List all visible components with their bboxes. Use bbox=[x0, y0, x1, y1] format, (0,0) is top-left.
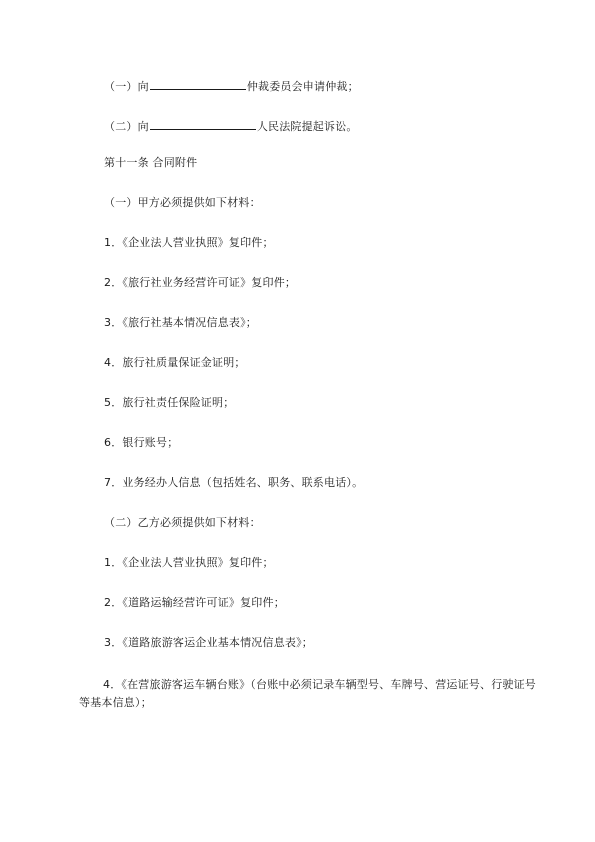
article-heading: 第十一条 合同附件 bbox=[104, 156, 198, 169]
party-b-item-4-text: 4．《在营旅游客运车辆台账》（台账中必须记录车辆型号、车牌号、营运证号、行驶证号等基本信息）； bbox=[79, 678, 536, 709]
party-b-title: （二）乙方必须提供如下材料： bbox=[104, 516, 261, 529]
arbitration-blank-2 bbox=[150, 118, 256, 130]
party-a-item-4: 4．旅行社质量保证金证明； bbox=[104, 356, 246, 369]
arbitration-option-2-suffix: 人民法院提起诉讼。 bbox=[256, 120, 358, 133]
party-a-title: （一）甲方必须提供如下材料： bbox=[104, 196, 261, 209]
arbitration-blank-1 bbox=[150, 78, 246, 90]
arbitration-option-1-suffix: 仲裁委员会申请仲裁； bbox=[246, 80, 359, 93]
party-a-item-6: 6．银行账号； bbox=[104, 436, 179, 449]
party-a-item-1: 1．《企业法人营业执照》复印件； bbox=[104, 236, 274, 249]
party-a-item-2: 2．《旅行社业务经营许可证》复印件； bbox=[104, 276, 297, 289]
party-a-item-3: 3．《旅行社基本情况信息表》； bbox=[104, 316, 257, 329]
arbitration-option-2-prefix: （二）向 bbox=[104, 120, 149, 133]
party-b-item-1: 1．《企业法人营业执照》复印件； bbox=[104, 556, 274, 569]
arbitration-option-1-prefix: （一）向 bbox=[104, 80, 149, 93]
party-a-item-7: 7．业务经办人信息（包括姓名、职务、联系电话）。 bbox=[104, 476, 364, 489]
arbitration-option-1 bbox=[104, 78, 359, 94]
arbitration-option-2 bbox=[104, 118, 358, 134]
party-b-item-3: 3．《道路旅游客运企业基本情况信息表》； bbox=[104, 636, 313, 649]
party-b-item-4 bbox=[79, 676, 539, 712]
party-a-item-5: 5．旅行社责任保险证明； bbox=[104, 396, 235, 409]
party-b-item-2: 2．《道路运输经营许可证》复印件； bbox=[104, 596, 285, 609]
